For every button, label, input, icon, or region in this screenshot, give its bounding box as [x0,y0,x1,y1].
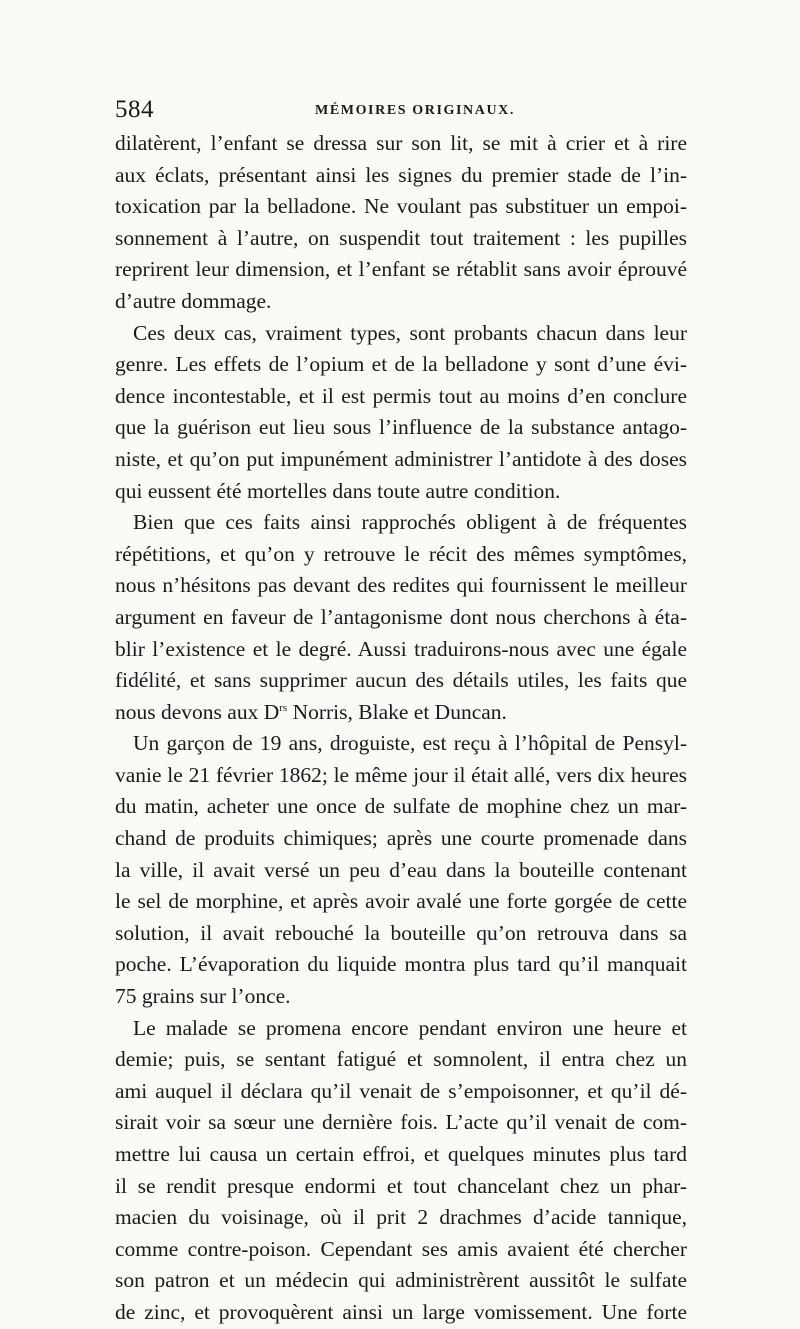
text-line: que la guérison eut lieu sous l’influence de la substance antago- [115,415,687,440]
superscript: rs [279,701,288,714]
paragraph-first-line: Le malade se promena encore pendant environ une heure et [133,1015,687,1040]
text-fragment: Norris, Blake et Duncan. [287,699,507,724]
text-line: aux éclats, présentant ainsi les signes du premier stade de l’in- [115,162,687,187]
paragraph-first-line: Un garçon de 19 ans, droguiste, est reçu à l’hôpital de Pensyl- [133,731,687,756]
text-line: argument en faveur de l’antagonisme dont nous cherchons à éta- [115,604,687,629]
text-line: qui eussent été mortelles dans toute autre condition. [115,478,561,503]
text-line: macien du voisinage, où il prit 2 drachmes d’acide tannique, [115,1205,687,1230]
text-line: son patron et un médecin qui administrèrent aussitôt le sulfate [115,1268,687,1293]
text-line: sirait voir sa sœur une dernière fois. L’acte qu’il venait de com- [115,1110,687,1135]
body-text [115,128,687,1329]
page-header [115,96,685,126]
text-line: comme contre-poison. Cependant ses amis avaient été chercher [115,1236,687,1261]
page-number: 584 [115,96,154,123]
text-line: d’autre dommage. [115,288,272,313]
text-line: la ville, il avait versé un peu d’eau dans la bouteille contenant [115,857,687,882]
text-line: du matin, acheter une once de sulfate de mophine chez un mar- [115,794,687,819]
text-line: nous n’hésitons pas devant des redites qui fournissent le meilleur [115,573,687,598]
paragraph-first-line: Bien que ces faits ainsi rapprochés obligent à de fréquentes [133,510,687,535]
text-fragment: nous devons aux D [115,699,280,724]
text-line: solution, il avait rebouché la bouteille qu’on retrouva dans sa [115,920,687,945]
text-line: toxication par la belladone. Ne voulant pas substituer un empoi- [115,194,687,219]
text-line: 75 grains sur l’once. [115,984,291,1009]
text-line: chand de produits chimiques; après une courte promenade dans [115,826,687,851]
text-line-with-superscript [115,697,687,729]
text-line: dence incontestable, et il est permis tout au moins d’en conclure [115,383,687,408]
text-line: reprirent leur dimension, et l’enfant se rétablit sans avoir éprouvé [115,257,687,282]
text-line: niste, et qu’on put impunément administrer l’antidote à des doses [115,446,687,471]
text-line: ami auquel il déclara qu’il venait de s’empoisonner, et qu’il dé- [115,1078,687,1103]
text-line: mettre lui causa un certain effroi, et quelques minutes plus tard [115,1142,687,1166]
text-line: sonnement à l’autre, on suspendit tout traitement : les pupilles [115,225,687,250]
text-line: blir l’existence et le degré. Aussi traduirons-nous avec une égale [115,636,687,661]
text-line: dilatèrent, l’enfant se dressa sur son lit, se mit à crier et à rire [115,131,687,155]
text-line: fidélité, et sans supprimer aucun des détails utiles, les faits que [115,668,687,693]
text-line: poche. L’évaporation du liquide montra plus tard qu’il manquait [115,952,687,977]
running-title: MÉMOIRES ORIGINAUX. [315,103,515,118]
text-line: répétitions, et qu’on y retrouve le récit des mêmes symptômes, [115,541,687,566]
text-line: de zinc, et provoquèrent ainsi un large vomissement. Une forte [115,1299,687,1324]
text-line: le sel de morphine, et après avoir avalé une forte gorgée de cette [115,889,687,914]
text-line: il se rendit presque endormi et tout chancelant chez un phar- [115,1173,687,1198]
text-line: genre. Les effets de l’opium et de la belladone y sont d’une évi- [115,352,687,377]
text-line: demie; puis, se sentant fatigué et somnolent, il entra chez un [115,1047,687,1072]
paragraph-first-line: Ces deux cas, vraiment types, sont probants chacun dans leur [133,320,687,345]
text-line: vanie le 21 février 1862; le même jour il était allé, vers dix heures [115,762,687,787]
